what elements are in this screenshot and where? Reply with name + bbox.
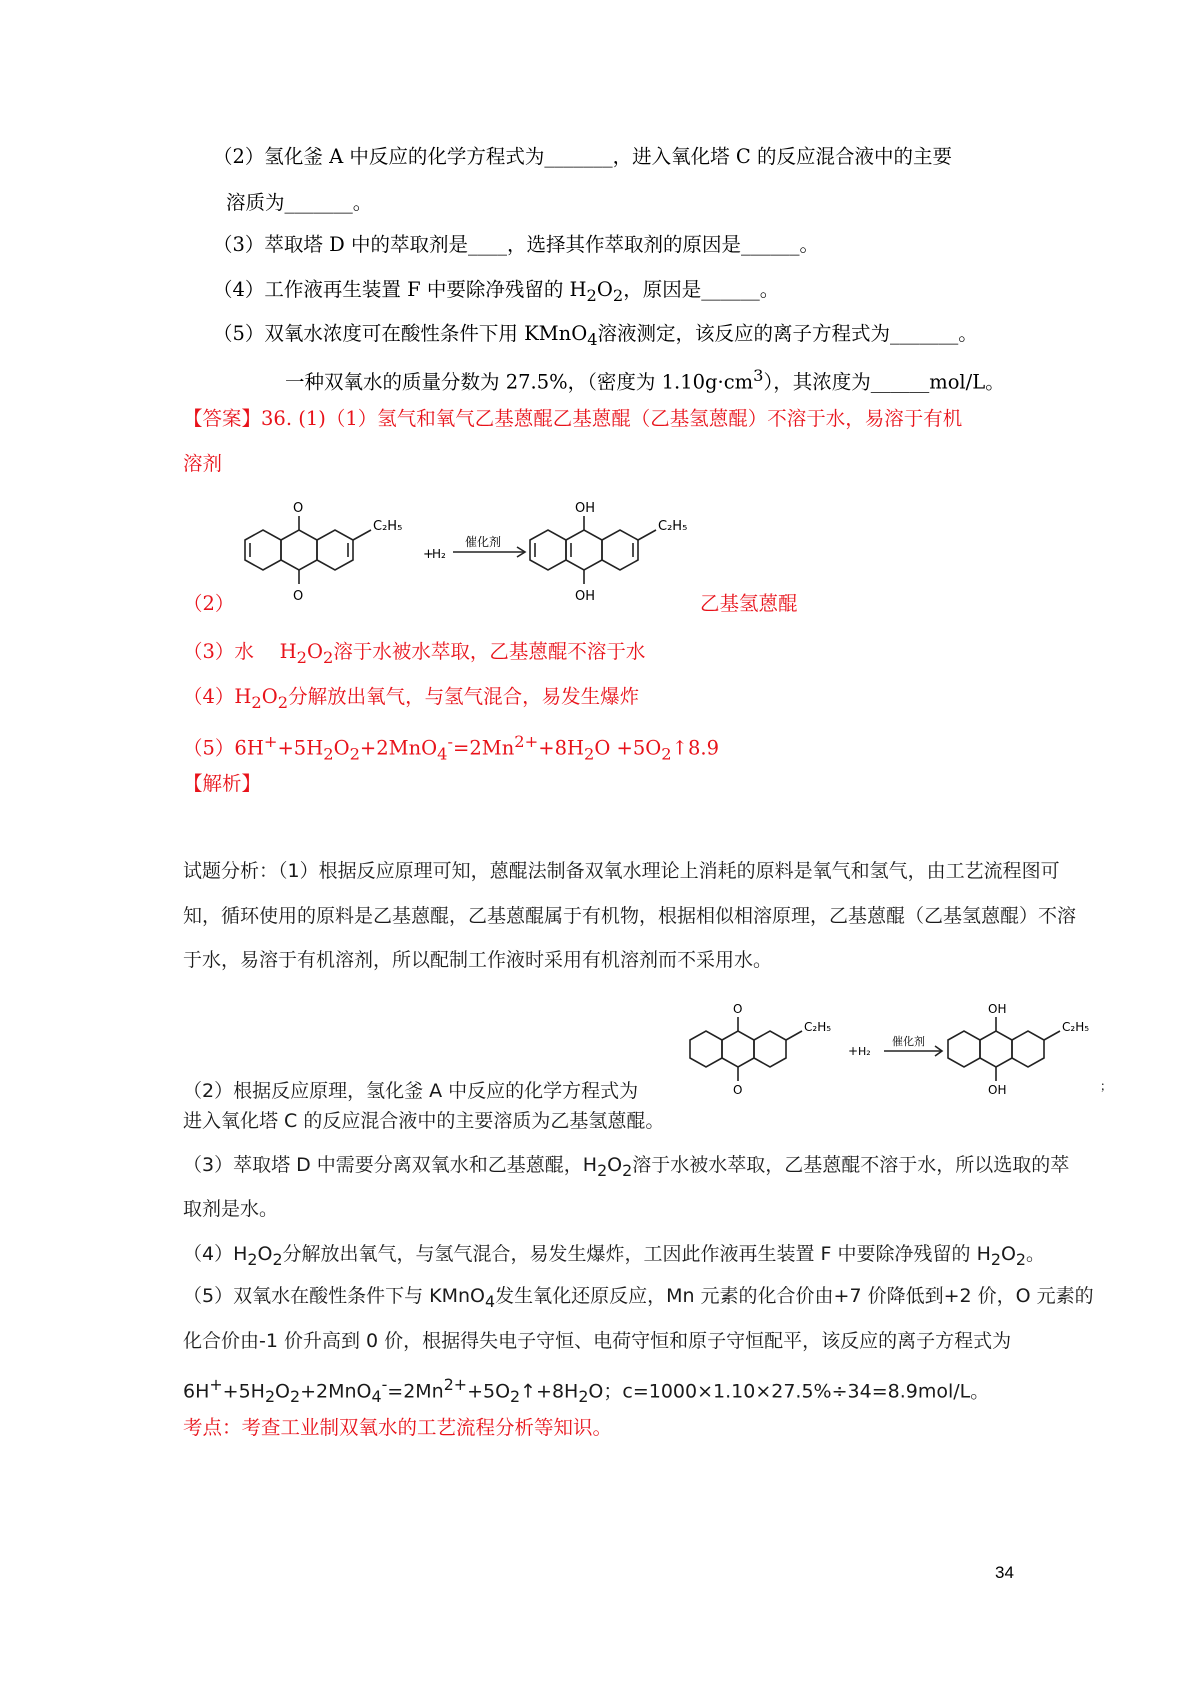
catalyst-label: 催化剂 <box>465 535 502 549</box>
answer-label: 【答案】 <box>183 407 262 430</box>
q2-line2: 溶质为_______。 <box>226 191 373 214</box>
analysis-s1b: 知，循环使用的原料是乙基蒽醌，乙基蒽醌属于有机物，根据相似相溶原理，乙基蒽醌（乙基氢蒽醌）不溶 <box>183 905 1077 927</box>
reaction-plus: + <box>423 547 434 562</box>
analysis-semicolon: ； <box>1100 1079 1113 1093</box>
reactant-ethyl: C₂H₅ <box>373 519 403 534</box>
kaodian-line: 考点：考查工业制双氧水的工艺流程分析等知识。 <box>183 1416 613 1439</box>
analysis-label: 【解析】 <box>183 772 262 795</box>
analysis-s5c: $6H^++5H_2O_2+2MnO_4^-=2Mn^{2+}+5O_2↑+8H_2O$；c=1000×1.10×27.5%÷34=8.9mol/L。 <box>183 1375 990 1407</box>
analysis-reactant-o-bottom: O <box>733 1083 743 1097</box>
q4-line: （4）工作液再生装置 F 中要除净残留的 $H_2O_2$，原因是______。 <box>213 278 780 305</box>
answer-4-line: $(4)H_2O_2$分解放出氧气，与氢气混合，易发生爆炸 <box>183 685 640 712</box>
reactant-o-top: O <box>293 501 304 516</box>
analysis-s3a: （3）萃取塔 D 中需要分离双氧水和乙基蒽醌，$H_2O_2$溶于水被水萃取，乙基蒽醌不溶于水，所以选取的萃 <box>183 1154 1070 1180</box>
analysis-s3b: 取剂是水。 <box>183 1198 279 1220</box>
product-ethyl: C₂H₅ <box>658 519 688 534</box>
analysis-s2b: 进入氧化塔 C 的反应混合液中的主要溶质为乙基氢蒽醌。 <box>183 1110 665 1132</box>
analysis-h2: H₂ <box>858 1045 871 1058</box>
reactant-o-bottom: O <box>293 589 304 604</box>
analysis-plus: + <box>848 1044 859 1058</box>
answer-5-line: $(5)6H^++5H_2O_2+2MnO_4^-=2Mn^{2+}+8H_2O$ $+5O_2↑8.9$ <box>183 732 719 764</box>
product-oh-bottom: OH <box>575 589 596 604</box>
analysis-reactant-ethyl: C₂H₅ <box>804 1020 832 1034</box>
answer-line1: 【答案】36. (1)（1）氢气和氧气乙基蒽醌乙基蒽醌（乙基氢蒽醌）不溶于水，易溶于有机 <box>183 407 963 430</box>
reaction-h2: H₂ <box>432 547 446 561</box>
answer-line1b: 溶剂 <box>183 452 223 475</box>
answer-2-prefix: （2） <box>183 592 235 615</box>
analysis-s1c: 于水，易溶于有机溶剂，所以配制工作液时采用有机溶剂而不采用水。 <box>183 949 773 971</box>
q2-line1: （2）氢化釜 A 中反应的化学方程式为_______，进入氧化塔 C 的反应混合液中的主要 <box>213 145 952 168</box>
q5-line: （5）双氧水浓度可在酸性条件下用 KMnO$_4$溶液测定，该反应的离子方程式为_______。 <box>213 322 978 349</box>
analysis-product-ethyl: C₂H₅ <box>1062 1020 1090 1034</box>
answer-2-suffix: 乙基氢蒽醌 <box>700 592 798 615</box>
analysis-s2a: （2）根据反应原理，氢化釜 A 中反应的化学方程式为 <box>183 1080 639 1102</box>
analysis-reaction-diagram <box>680 995 1120 1105</box>
page-number: 34 <box>995 1563 1014 1582</box>
q3-line: （3）萃取塔 D 中的萃取剂是____，选择其作萃取剂的原因是______。 <box>213 233 819 256</box>
analysis-reactant-o-top: O <box>733 1002 743 1016</box>
analysis-product-oh-bottom: OH <box>988 1083 1007 1097</box>
analysis-s5b: 化合价由-1 价升高到 0 价，根据得失电子守恒、电荷守恒和原子守恒配平，该反应的离子方程式为 <box>183 1330 1012 1352</box>
analysis-s1a: 试题分析：（1）根据反应原理可知，蒽醌法制备双氧水理论上消耗的原料是氧气和氢气，由工艺流程图可 <box>183 860 1060 882</box>
q5b-line: 一种双氧水的质量分数为 27.5%，（密度为 $1.10g\cdot cm^3$），其浓度为______mol/L。 <box>285 366 1005 394</box>
analysis-s5a: （5）双氧水在酸性条件下与 KMnO$_4$发生氧化还原反应，Mn 元素的化合价由+7 价降低到+2 价，O 元素的 <box>183 1285 1094 1311</box>
analysis-product-oh-top: OH <box>988 1002 1007 1016</box>
product-oh-top: OH <box>575 501 596 516</box>
answer-reaction-diagram <box>225 490 705 620</box>
analysis-catalyst-label: 催化剂 <box>892 1035 925 1048</box>
answer-3-line: （3）水 $H_2O_2$溶于水被水萃取，乙基蒽醌不溶于水 <box>183 640 646 667</box>
analysis-s4: $(4)H_2O_2$分解放出氧气，与氢气混合，易发生爆炸，工因此作液再生装置 F 中要除净残留的 $H_2O_2$。 <box>183 1243 1045 1269</box>
